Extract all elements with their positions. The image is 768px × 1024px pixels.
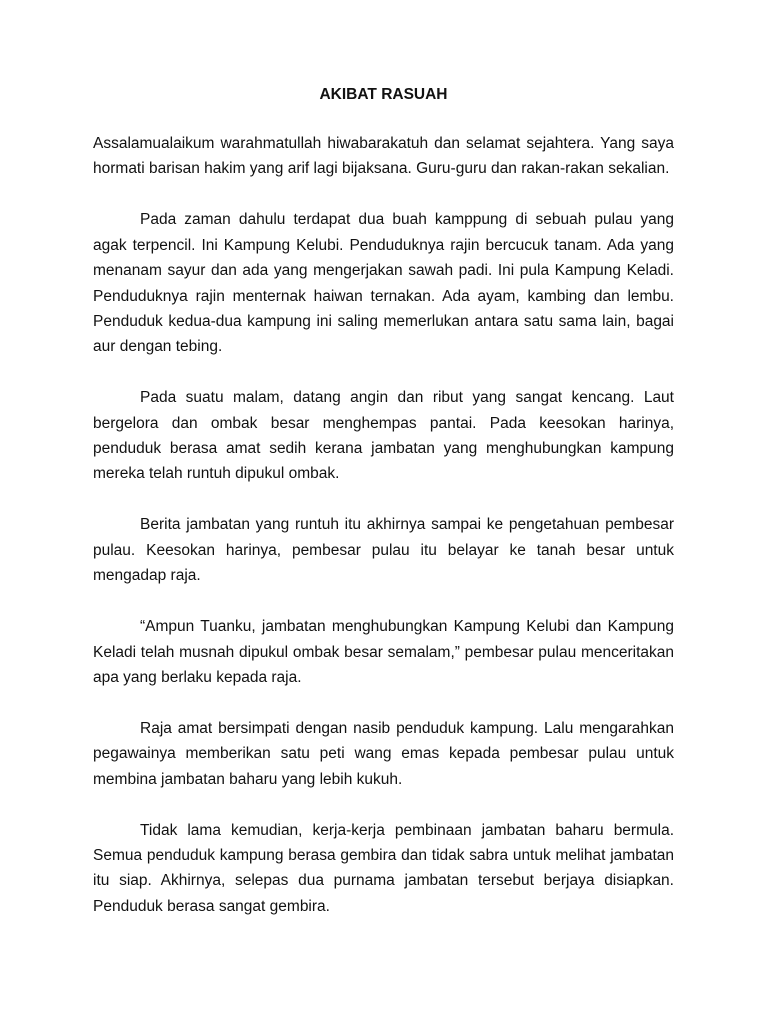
paragraph-king: Raja amat bersimpati dengan nasib penduduk kampung. Lalu mengarahkan pegawainya memberikan satu peti wang emas kepada pembesar pulau untuk membina jambatan baharu yang lebih kukuh. bbox=[93, 719, 674, 788]
paragraph-news: Berita jambatan yang runtuh itu akhirnya sampai ke pengetahuan pembesar pulau. Keesokan harinya, pembesar pulau itu belayar ke tanah besar untuk mengadap raja. bbox=[93, 516, 674, 585]
paragraph-greeting: Assalamualaikum warahmatullah hiwabarakatuh dan selamat sejahtera. Yang saya hormati barisan hakim yang arif lagi bijaksana. Guru-guru dan rakan-rakan sekalian. bbox=[93, 135, 674, 178]
paragraph-construction: Tidak lama kemudian, kerja-kerja pembinaan jambatan baharu bermula. Semua penduduk kampung berasa gembira dan tidak sabra untuk melihat jambatan itu siap. Akhirnya, selepas dua purnama jambatan tersebut berjaya disiapkan. Penduduk berasa sangat gembira. bbox=[93, 821, 674, 915]
document-title: AKIBAT RASUAH bbox=[319, 86, 448, 103]
paragraph-villages: Pada zaman dahulu terdapat dua buah kamppung di sebuah pulau yang agak terpencil. Ini Kampung Kelubi. Penduduknya rajin bercucuk tanam. Ada yang menanam sayur dan ada yang mengerjakan sawah padi. Ini pula Kampung Keladi. Penduduknya rajin menternak haiwan ternakan. Ada ayam, kambing dan lembu. Penduduk kedua-dua kampung ini saling memerlukan antara satu sama lain, bagai aur dengan tebing. bbox=[93, 211, 674, 356]
paragraph-storm: Pada suatu malam, datang angin dan ribut yang sangat kencang. Laut bergelora dan ombak besar menghempas pantai. Pada keesokan harinya, penduduk berasa amat sedih kerana jambatan yang menghubungkan kampung mereka telah runtuh dipukul ombak. bbox=[93, 389, 674, 483]
paragraph-dialogue: “Ampun Tuanku, jambatan menghubungkan Kampung Kelubi dan Kampung Keladi telah musnah dipukul ombak besar semalam,” pembesar pulau menceritakan apa yang berlaku kepada raja. bbox=[93, 618, 674, 686]
